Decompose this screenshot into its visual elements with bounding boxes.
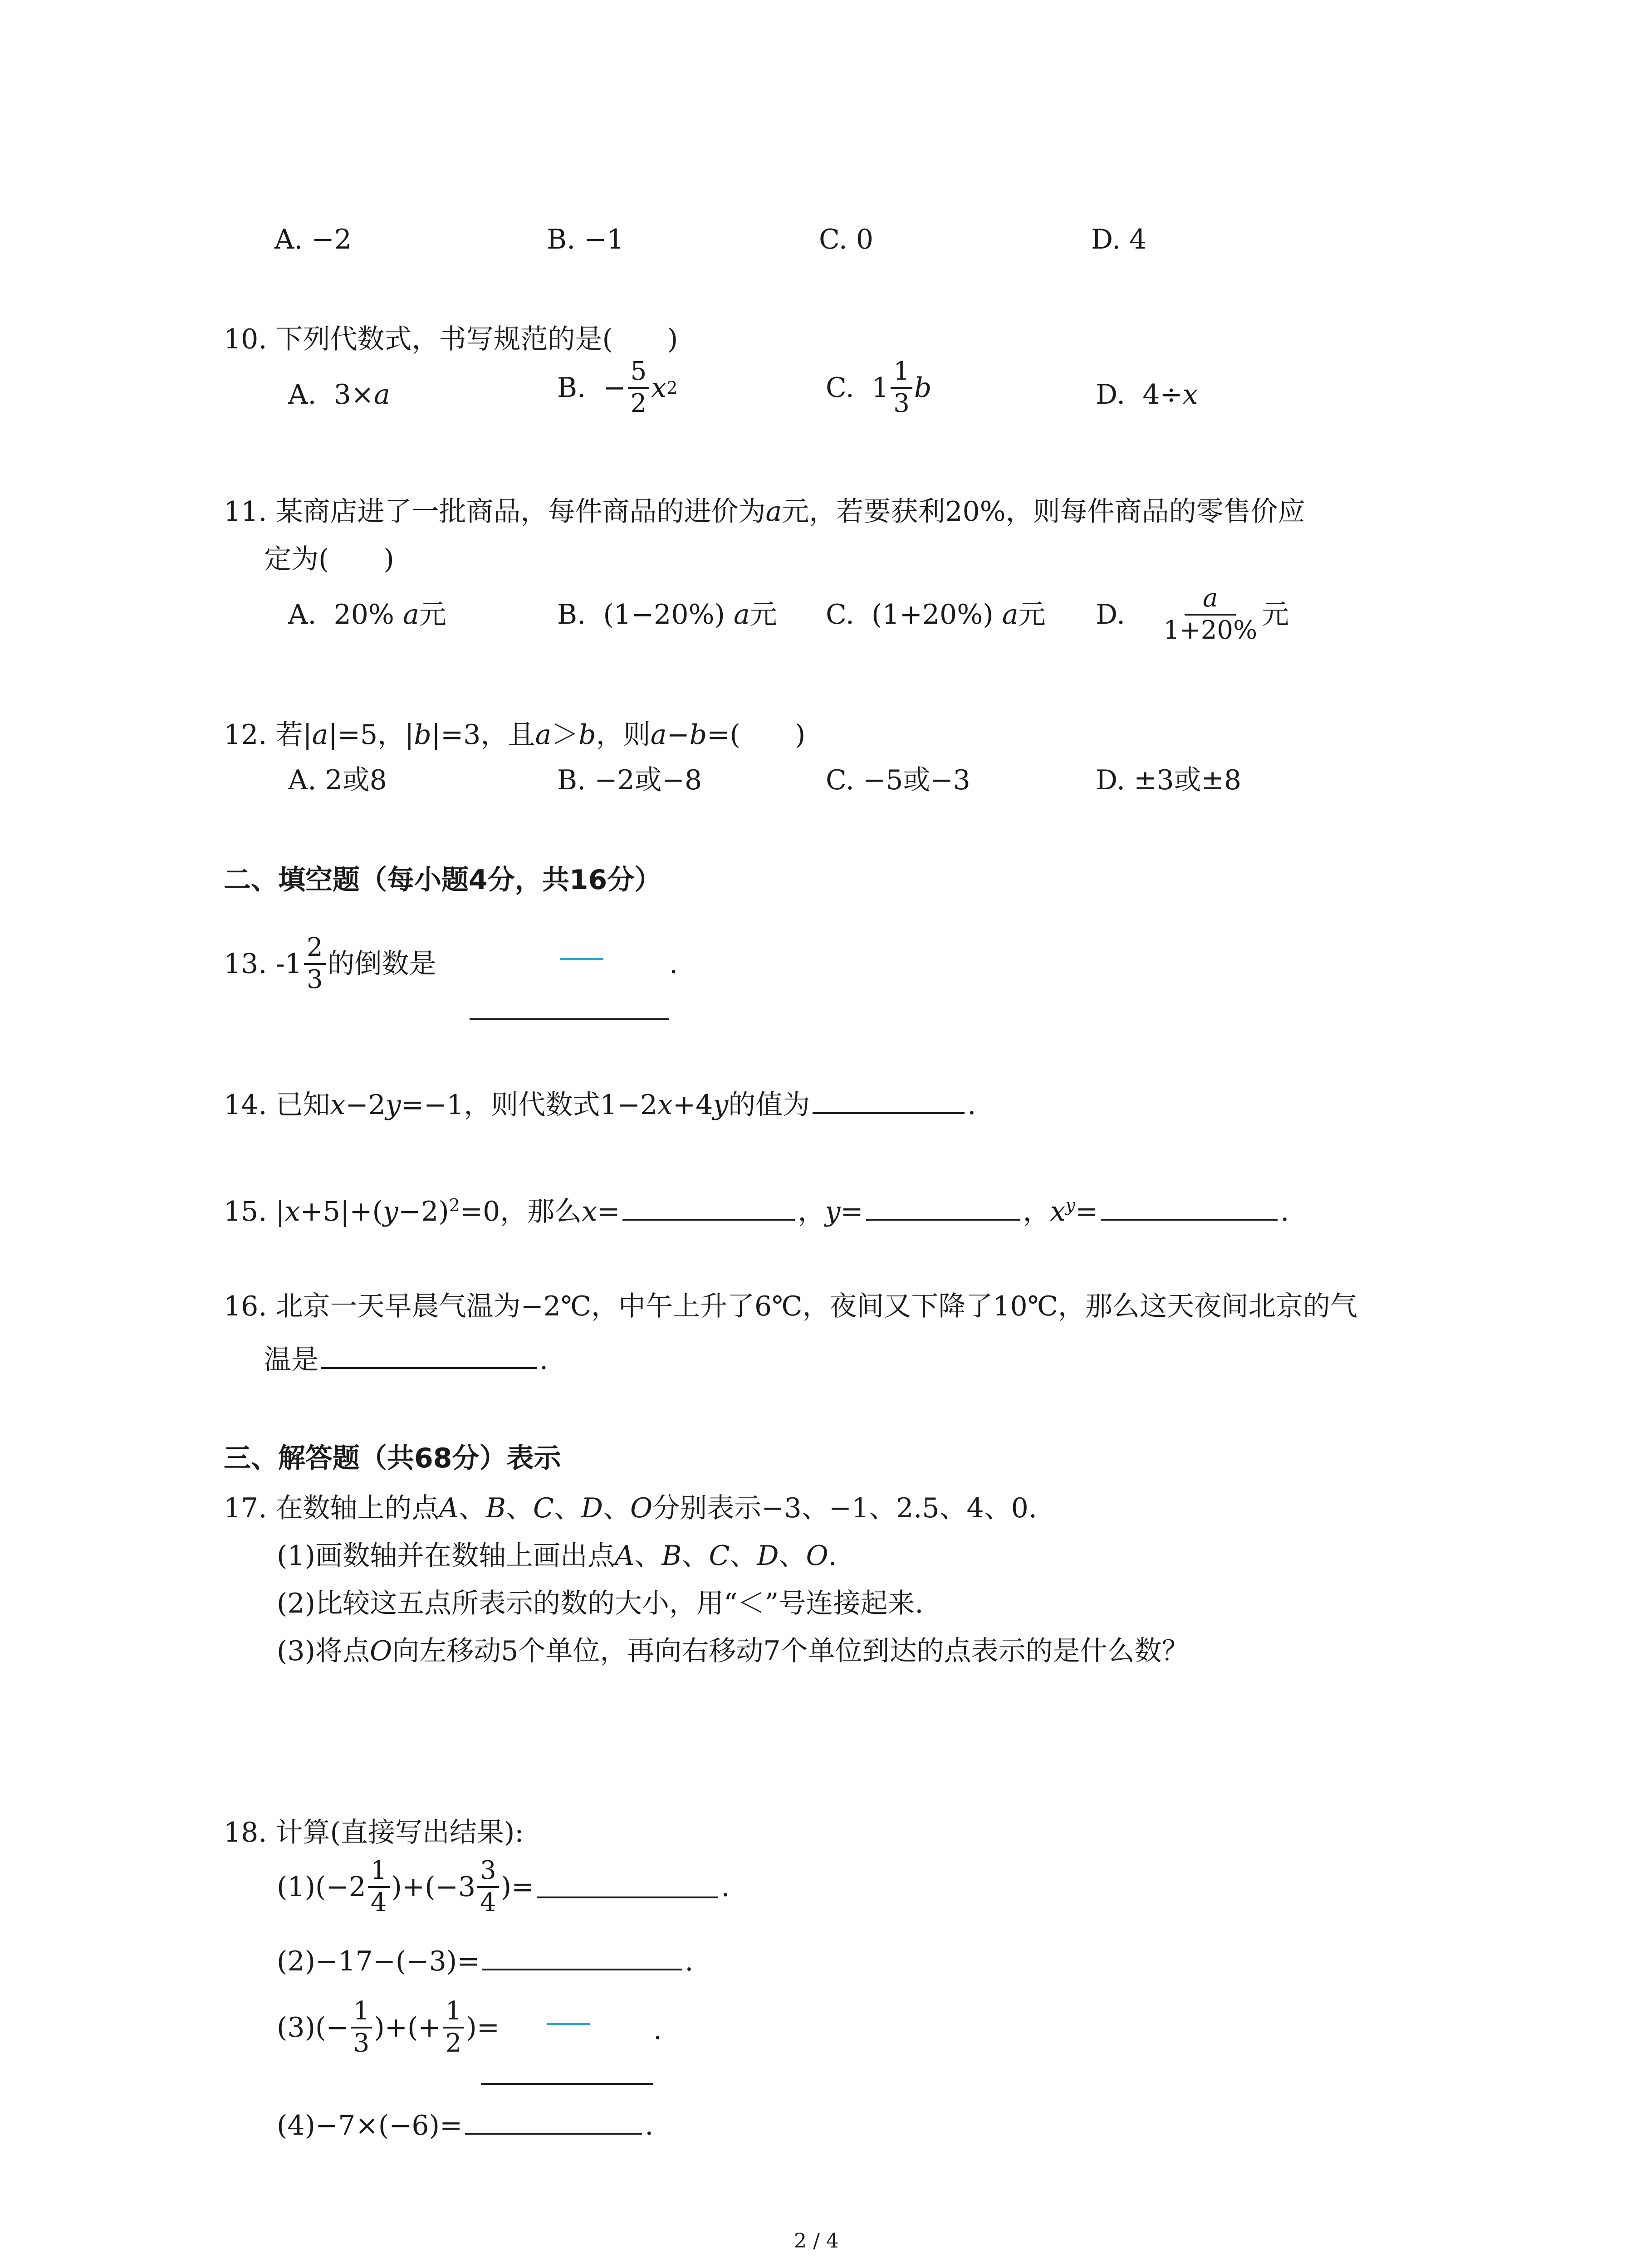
fraction <box>443 1998 465 2057</box>
stem-text: |=5，| <box>328 719 414 751</box>
answer-placeholder-dash <box>547 2023 590 2025</box>
stem-var: a <box>765 496 782 528</box>
option-label: A. <box>288 599 317 631</box>
fraction-numerator: 1 <box>368 1857 390 1888</box>
option-text: 4÷ <box>1142 379 1183 411</box>
option-unit: 元 <box>1262 598 1289 631</box>
stem-var: x <box>582 1196 598 1227</box>
fraction-denominator: 3 <box>353 2028 370 2058</box>
fraction-numerator: 5 <box>628 358 650 389</box>
q18-stem: 18. 计算(直接写出结果): <box>224 1817 524 1848</box>
option-unit: 元 <box>1018 599 1046 631</box>
stem-var: y <box>385 1089 401 1121</box>
q18-1-answer-blank[interactable] <box>537 1873 718 1898</box>
section-3-heading: 三、解答题（共68分）表示 <box>224 1442 561 1474</box>
q15-x-answer-blank[interactable] <box>622 1195 795 1221</box>
q10-option-d <box>1096 379 1198 411</box>
fraction-numerator: 2 <box>304 934 326 965</box>
stem-text: )= <box>500 1871 534 1903</box>
option-text: (1−20%) <box>603 599 725 631</box>
mixed-whole: 1 <box>872 371 889 404</box>
point-name: C <box>709 1540 730 1572</box>
option-text: 20% <box>333 599 394 631</box>
stem-text: )+(−3 <box>391 1871 476 1903</box>
point-name: B <box>485 1492 506 1524</box>
stem-text: −2 <box>345 1089 386 1121</box>
fraction <box>477 1857 499 1916</box>
q9-option-a: A. −2 <box>274 224 352 255</box>
point-name: O <box>806 1540 828 1572</box>
q12-option-c: C. −5或−3 <box>826 764 970 796</box>
q13-text: 的倒数是 <box>327 948 436 980</box>
option-unit: 元 <box>749 599 777 631</box>
fraction-denominator: 3 <box>893 388 910 418</box>
q18-part4 <box>277 2109 653 2139</box>
stem-text: (2)−17−(−3)= <box>277 1945 480 1977</box>
q13-end: . <box>669 948 678 980</box>
point-name: C <box>533 1492 554 1524</box>
q18-3-answer-blank[interactable] <box>481 2083 653 2085</box>
q18-part2 <box>277 1945 694 1975</box>
option-label: B. <box>557 599 586 631</box>
q9-option-d: D. 4 <box>1091 224 1147 255</box>
option-var: x <box>651 371 667 404</box>
stem-text: (4)−7×(−6)= <box>277 2110 463 2141</box>
q18-part3 <box>277 1998 500 2057</box>
q11-option-c <box>826 599 1046 631</box>
option-sign: − <box>603 371 626 404</box>
option-label: A. <box>288 379 317 411</box>
stem-text: )+(+ <box>374 2011 441 2043</box>
q16-answer-blank[interactable] <box>321 1344 537 1369</box>
q12-option-a: A. 2或8 <box>288 764 387 796</box>
q13-prefix: 13. -1 <box>224 948 302 980</box>
q13-answer-blank[interactable] <box>470 1018 669 1020</box>
fraction <box>351 1998 372 2057</box>
option-label: B. <box>557 371 586 404</box>
q17-stem <box>224 1492 1037 1524</box>
q16-line1: 16. 北京一天早晨气温为−2℃，中午上升了6℃，夜间又下降了10℃，那么这天夜间北京的气 <box>224 1290 1357 1322</box>
stem-text: − <box>666 719 690 751</box>
stem-text: 的值为 <box>728 1089 810 1121</box>
stem-text: ，则 <box>596 719 651 751</box>
fraction-denominator: 4 <box>480 1887 496 1917</box>
q10-option-b <box>557 358 677 417</box>
answer-placeholder-dash <box>560 958 603 960</box>
stem-text: +4 <box>672 1089 713 1121</box>
q15 <box>224 1195 1289 1225</box>
fraction-numerator: a <box>1185 585 1236 616</box>
stem-var: b <box>414 719 431 751</box>
q15-xy-answer-blank[interactable] <box>1101 1195 1278 1221</box>
stem-var: a <box>312 719 328 751</box>
stem-var: x <box>284 1196 300 1227</box>
q12-option-b: B. −2或−8 <box>557 764 702 796</box>
option-var: a <box>734 599 750 631</box>
point-name: O <box>630 1492 653 1524</box>
q18-4-answer-blank[interactable] <box>465 2109 642 2135</box>
point-name: A <box>439 1492 459 1524</box>
stem-var: a <box>535 719 552 751</box>
stem-var: y <box>825 1196 841 1227</box>
stem-text: (3)(− <box>277 2011 349 2043</box>
stem-text: −2) <box>398 1196 449 1227</box>
q11-stem-line1 <box>224 496 1305 528</box>
option-label: D. <box>1096 379 1126 411</box>
stem-var: a <box>650 719 667 751</box>
point-name: D <box>757 1540 779 1572</box>
fraction-numerator: 1 <box>891 358 912 389</box>
stem-var: b <box>578 719 596 751</box>
option-var: b <box>914 371 932 404</box>
q9-option-b: B. −1 <box>547 224 624 255</box>
stem-text: (1)画数轴并在数轴上画出点 <box>277 1540 615 1572</box>
q9-option-c: C. 0 <box>819 224 874 255</box>
option-text: (1+20%) <box>872 599 994 631</box>
stem-var: x <box>657 1089 673 1121</box>
point-name: O <box>370 1635 392 1667</box>
stem-text: |=3，且 <box>431 719 535 751</box>
option-label: D. <box>1096 598 1126 631</box>
stem-text: (3)将点 <box>277 1635 370 1667</box>
stem-text: 元，若要获利20%，则每件商品的零售价应 <box>782 496 1305 528</box>
q10-stem: 10. 下列代数式，书写规范的是( ) <box>224 323 678 355</box>
exponent: 2 <box>449 1195 460 1215</box>
separator: 、 <box>779 1540 806 1572</box>
fraction-denominator: 2 <box>445 2028 462 2058</box>
stem-text: =0，那么 <box>460 1196 582 1227</box>
stem-text: ＞ <box>551 719 579 751</box>
q11-option-d <box>1096 585 1289 644</box>
fraction <box>628 358 650 417</box>
point-name: B <box>661 1540 682 1572</box>
q15-y-answer-blank[interactable] <box>866 1195 1020 1221</box>
stem-text: )= <box>466 2011 500 2043</box>
fraction-denominator: 4 <box>370 1887 387 1917</box>
fraction-numerator: 1 <box>351 1998 372 2028</box>
fraction-numerator: 3 <box>477 1857 499 1888</box>
fraction <box>304 934 326 993</box>
stem-text: . <box>967 1089 976 1121</box>
option-text: 3× <box>333 379 374 411</box>
q18-3-end: . <box>653 2014 662 2046</box>
exponent: y <box>1065 1195 1075 1215</box>
separator: 、 <box>634 1540 662 1572</box>
point-name: A <box>615 1540 635 1572</box>
stem-text: +5|+( <box>300 1196 383 1227</box>
point-name: D <box>581 1492 603 1524</box>
stem-var: y <box>713 1089 729 1121</box>
stem-text: (1)(−2 <box>277 1871 366 1903</box>
separator: 、 <box>730 1540 757 1572</box>
q18-2-answer-blank[interactable] <box>482 1945 682 1970</box>
q10-option-a <box>288 379 390 411</box>
section-2-heading: 二、填空题（每小题4分，共16分） <box>224 864 662 896</box>
q12-option-d: D. ±3或±8 <box>1096 764 1242 796</box>
q14 <box>224 1089 976 1119</box>
exponent: 2 <box>666 377 678 398</box>
q11-option-b <box>557 599 777 631</box>
option-label: C. <box>826 371 854 404</box>
q12-stem <box>224 719 806 751</box>
separator: 、 <box>458 1492 486 1524</box>
stem-text: . <box>721 1871 730 1903</box>
option-unit: 元 <box>419 599 446 631</box>
stem-text: 11. 某商店进了一批商品，每件商品的进价为 <box>224 496 766 528</box>
stem-text: =−1，则代数式1−2 <box>401 1089 658 1121</box>
stem-text: = <box>840 1196 863 1227</box>
fraction-denominator: 3 <box>306 964 323 994</box>
q11-stem-line2: 定为( ) <box>264 543 394 575</box>
fraction <box>1161 585 1260 644</box>
fraction-denominator: 1+20% <box>1163 615 1258 645</box>
stem-text: 分别表示−3、−1、2.5、4、0. <box>652 1492 1037 1524</box>
q17-sub2: (2)比较这五点所表示的数的大小，用“＜”号连接起来. <box>277 1588 924 1619</box>
stem-text: 温是 <box>264 1344 318 1376</box>
option-label: C. <box>826 599 854 631</box>
stem-text: = <box>1075 1196 1098 1227</box>
stem-text: ， <box>798 1196 825 1227</box>
option-var: x <box>1182 379 1198 411</box>
option-var: a <box>403 599 419 631</box>
q14-answer-blank[interactable] <box>813 1089 965 1114</box>
fraction <box>891 358 912 417</box>
stem-var: b <box>689 719 707 751</box>
stem-text: . <box>645 2110 654 2141</box>
option-var: a <box>1002 599 1019 631</box>
stem-text: 12. 若| <box>224 719 312 751</box>
stem-text: . <box>828 1540 837 1572</box>
stem-text: . <box>685 1945 694 1977</box>
q13 <box>224 934 436 993</box>
separator: 、 <box>603 1492 630 1524</box>
q16-line2 <box>264 1344 548 1374</box>
q17-sub1 <box>277 1540 837 1572</box>
fraction-numerator: 1 <box>443 1998 465 2028</box>
stem-var: x <box>1050 1196 1066 1227</box>
fraction <box>368 1857 390 1916</box>
stem-text: =( ) <box>707 719 806 751</box>
stem-text: ， <box>1023 1196 1050 1227</box>
stem-text: = <box>597 1196 620 1227</box>
stem-var: x <box>330 1089 346 1121</box>
stem-text: 17. 在数轴上的点 <box>224 1492 439 1524</box>
separator: 、 <box>681 1540 709 1572</box>
q11-option-a <box>288 599 446 631</box>
stem-text: 15. | <box>224 1196 285 1227</box>
q10-option-c <box>826 358 931 417</box>
separator: 、 <box>505 1492 533 1524</box>
stem-text: . <box>1280 1196 1289 1227</box>
separator: 、 <box>554 1492 581 1524</box>
q17-sub3 <box>277 1637 1189 1665</box>
page-number: 2 / 4 <box>794 2229 839 2253</box>
stem-var: y <box>382 1196 398 1227</box>
stem-text: 14. 已知 <box>224 1089 330 1121</box>
stem-text: . <box>539 1344 549 1376</box>
stem-text: 向左移动5个单位，再向右移动7个单位到达的点表示的是什么数？ <box>392 1635 1189 1667</box>
fraction-denominator: 2 <box>630 388 647 418</box>
q18-part1 <box>277 1857 730 1916</box>
option-var: a <box>374 379 390 411</box>
